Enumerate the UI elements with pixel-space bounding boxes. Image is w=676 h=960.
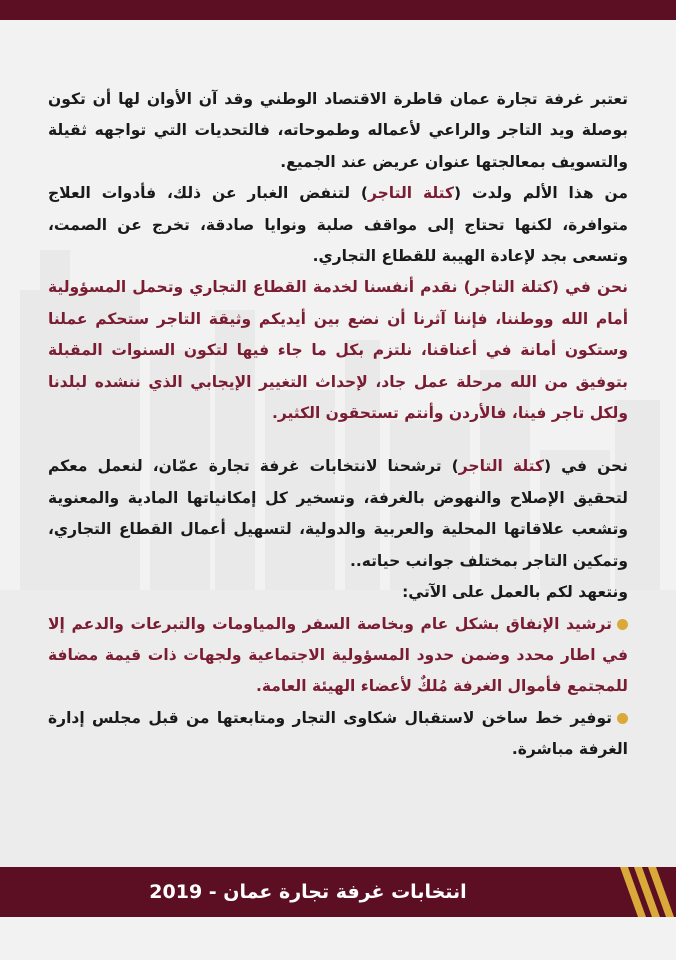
paragraph-text: ونتعهد لكم بالعمل على الآتي: (402, 583, 628, 602)
paragraph-text: ستحكم عملنا وستكون أمانة في أعناقنا، نلتزم بكل ما جاء فيها لتكون السنوات المقبلة بتوفيق من الله مرحلة عمل جاد، لإحداث التغيير الإيجابي الذي ننشده لبلدنا ولكل تاجر فينا، فالأردن وأنتم تستحقون الكثير. (48, 309, 628, 423)
paragraph-text: ) نقدم أنفسنا لخدمة القطاع التجاري وتحمل المسؤولية أمام الله ووطننا، فإننا آثرنا أن نضع بين أيديكم (48, 278, 629, 328)
pledge-intro (48, 577, 628, 608)
paragraph-text: ) ترشحنا لانتخابات غرفة تجارة عمّان، لنعمل معكم لتحقيق الإصلاح والنهوض بالغرفة، وتسخير كل إمكانياتها المادية والمعنوية وتشعب علاقاتها المحلية والعربية والدولية، لتسهيل أعمال القطاع التجاري، وتمكين التاجر بمختلف جوانب حياته.. (48, 457, 628, 570)
paragraph-commitment (48, 272, 628, 429)
document-name: وثيقة التاجر (156, 309, 252, 328)
bullet-dot-icon (617, 619, 628, 630)
footer-banner (0, 867, 676, 917)
bloc-name: كتلة التاجر (367, 184, 455, 203)
paragraph-text: تعتبر غرفة تجارة عمان قاطرة الاقتصاد الوطني وقد آن الأوان لها أن تكون بوصلة ويد التاجر والراعي لأعماله وطموحاته، فالتحديات التي تواجهه ثقيلة والتسويف بمعالجتها عنوان عريض عند الجميع. (48, 90, 628, 171)
footer-title: انتخابات غرفة تجارة عمان - 2019 (149, 881, 467, 903)
bullet-text: توفير خط ساخن لاستقبال شكاوى التجار ومتابعتها من قبل مجلس إدارة الغرفة مباشرة. (48, 708, 628, 759)
paragraph-text: ) لتنفض الغبار عن ذلك، فأدوات العلاج متوافرة، لكنها تحتاج إلى مواقف صلبة ونوايا صادقة، تخرج عن الصمت، وتسعى بجد لإعادة الهيبة للقطاع التجاري. (48, 184, 628, 266)
bloc-name: كتلة التاجر (458, 457, 544, 476)
paragraph-text: نحن في ( (544, 457, 629, 476)
top-banner (0, 0, 676, 20)
bullet-item (48, 609, 628, 703)
paragraph-candidacy (48, 451, 628, 577)
bullet-text: ترشيد الإنفاق بشكل عام وبخاصة السفر والمياومات والتبرعات والدعم إلا في اطار محدد وضمن حدود المسؤولية الاجتماعية ولجهات ذات قيمة مضافة للمجتمع فأموال الغرفة مُلكٌ لأعضاء الهيئة العامة. (48, 614, 628, 696)
paragraph-intro (48, 84, 628, 178)
bullet-dot-icon (617, 713, 628, 724)
diagonal-stripes-icon (616, 867, 676, 917)
paragraph-bloc-origin (48, 178, 628, 272)
bloc-name: كتلة التاجر (470, 278, 552, 297)
bullet-item (48, 703, 628, 766)
paragraph-text: من هذا الألم ولدت ( (454, 184, 628, 203)
document-body (48, 84, 628, 766)
paragraph-text: نحن في ( (551, 278, 628, 297)
